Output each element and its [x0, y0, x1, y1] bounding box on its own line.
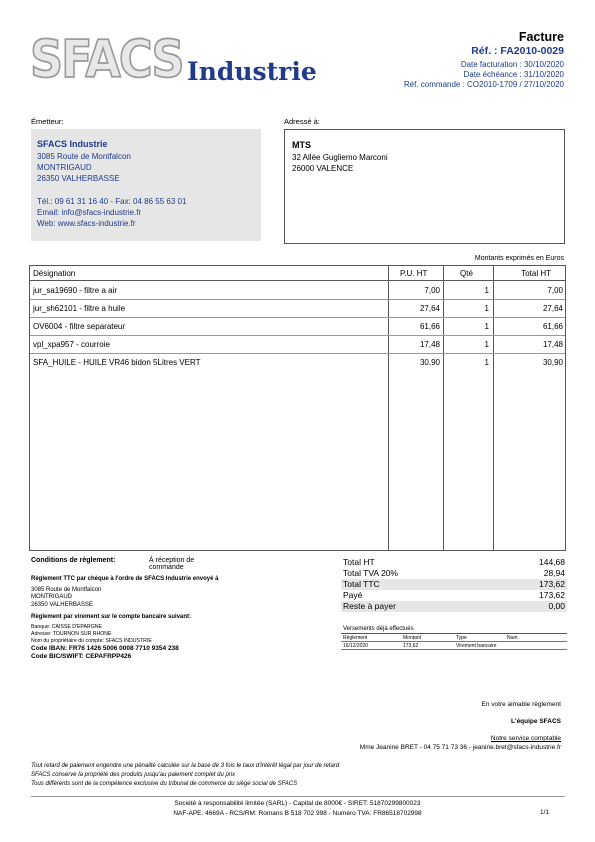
total-label: Total HT	[343, 557, 375, 567]
company-logo	[30, 28, 320, 90]
emetteur-email: Email: info@sfacs-industrie.fr	[37, 208, 142, 217]
total-value: 28,94	[543, 568, 565, 578]
date-echeance: Date échéance : 31/10/2020	[463, 70, 564, 79]
legal-line: Tout retard de paiement engendre une pénalité calculée sur la base de 3 fois le taux d'intérêt légal par jour de retard	[31, 763, 340, 769]
closing-contact: Mme Jeanine BRET - 04 75 71 73 36 - jeanine.bret@sfacs-industrie.fr	[359, 744, 561, 751]
logo-wordmark: SFACS	[30, 28, 183, 90]
vr-type: Virement bancaire	[456, 643, 497, 649]
table-row	[30, 354, 565, 372]
adresse-label: Adressé à:	[284, 117, 320, 126]
total-tva-row	[341, 568, 567, 579]
emetteur-tel: Tél.: 09 61 31 16 40 - Fax: 04 86 55 63 01	[37, 197, 187, 206]
payment-conditions	[31, 557, 218, 661]
reste-row	[341, 601, 567, 612]
cell-designation: jur_sa19690 - filtre a air	[33, 286, 118, 295]
page-number: 1/1	[539, 809, 549, 816]
closing-team: L'équipe SFACS	[511, 718, 561, 725]
bank-address: Adresse: TOURNON SUR RHONE	[31, 630, 112, 637]
footer-line1: Société à responsabilité limitée (SARL) - Capital de 8000€ - SIRET: 51870299800023	[174, 800, 421, 807]
cheque-title: Règlement TTC par chèque à l'ordre de SFACS Industrie envoyé à	[31, 576, 219, 582]
footer	[0, 799, 595, 819]
emetteur-address3: 26350 VALHERBASSE	[37, 174, 120, 183]
table-row	[30, 318, 565, 336]
cell-pu: 30,90	[419, 358, 440, 367]
client-address2: 26000 VALENCE	[292, 164, 354, 173]
footer-divider	[31, 796, 565, 797]
invoice-ref: Réf. : FA2010-0029	[471, 45, 564, 57]
virement-title: Règlement par virement sur le compte bancaire suivant:	[31, 614, 192, 620]
cell-designation: SFA_HUILE - HUILE VR46 bidon 5Litres VERT	[33, 358, 201, 367]
conditions-label: Conditions de règlement:	[31, 557, 116, 564]
cheque-address1: 3085 Route de Montfalcon	[31, 586, 102, 593]
vr-reglement: 16/12/2020	[343, 643, 369, 649]
logo-subtitle: Industrie	[187, 57, 317, 86]
vh-reglement: Règlement	[343, 635, 368, 641]
cell-pu: 27,64	[419, 304, 440, 313]
conditions-value: À réception de commande	[149, 557, 195, 571]
cheque-address3: 26350 VALHERBASSE	[31, 601, 93, 608]
total-value: 0,00	[548, 601, 565, 611]
account-owner: Nom du propriétaire du compte: SFACS INDUSTRIE	[31, 637, 152, 644]
vh-montant: Montant	[403, 635, 422, 641]
footer-line2: NAF-APE: 4669A - RCS/RM: Romans B 518 702 998 - Numéro TVA: FR86518702998	[173, 810, 422, 817]
paye-row	[341, 590, 567, 601]
client-address1: 32 Allée Gugliemo Marconi	[292, 153, 388, 162]
th-designation: Désignation	[33, 269, 76, 278]
currency-note: Montants exprimés en Euros	[474, 255, 564, 262]
ref-commande: Réf. commande : CO2010-1709 / 27/10/2020	[403, 80, 564, 89]
emetteur-label: Émetteur:	[31, 117, 64, 126]
versements-title: Versements déjà effectués	[341, 625, 567, 634]
table-row	[30, 336, 565, 354]
legal-line: Tous différents sont de la compétence exclusive du tribunal de commerce du siège social de SFACS	[31, 781, 298, 787]
closing-salutation: En votre aimable règlement	[481, 701, 561, 708]
versements-header	[341, 634, 567, 642]
total-ttc-row	[341, 579, 567, 590]
total-ht-row	[341, 557, 567, 568]
totals-block	[341, 557, 567, 612]
cell-total: 17,48	[542, 340, 563, 349]
cell-qte: 1	[484, 286, 489, 295]
vh-type: Type	[456, 635, 467, 641]
cell-pu: 17,48	[419, 340, 440, 349]
vh-num: Num	[507, 635, 518, 641]
cell-designation: jur_sh62101 - filtre a huile	[33, 304, 126, 313]
total-label: Total TVA 20%	[343, 568, 398, 578]
cell-designation: OV6004 - filtre separateur	[33, 322, 126, 331]
invoice-lines-table	[29, 265, 566, 551]
cell-qte: 1	[484, 340, 489, 349]
legal-mentions	[31, 762, 339, 789]
invoice-header	[404, 30, 564, 90]
total-label: Total TTC	[343, 579, 380, 589]
emetteur-address2: MONTRIGAUD	[37, 163, 92, 172]
table-row	[30, 282, 565, 300]
bic-swift: Code BIC/SWIFT: CEPAFRPP426	[31, 652, 132, 660]
cell-designation: vpl_xpa957 - courroie	[33, 340, 110, 349]
versement-row	[341, 642, 567, 650]
cell-qte: 1	[484, 322, 489, 331]
table-header	[30, 266, 565, 281]
cell-total: 7,00	[547, 286, 563, 295]
emetteur-name: SFACS Industrie	[37, 139, 108, 149]
total-value: 144,68	[539, 557, 565, 567]
emetteur-web: Web: www.sfacs-industrie.fr	[37, 219, 136, 228]
cell-qte: 1	[484, 304, 489, 313]
closing-service: Notre service comptable	[490, 735, 561, 742]
th-total: Total HT	[521, 269, 551, 278]
cell-total: 61,66	[542, 322, 563, 331]
cell-total: 27,64	[542, 304, 563, 313]
cell-pu: 7,00	[424, 286, 440, 295]
iban: Code IBAN: FR76 1426 5006 0008 7710 9354 238	[31, 644, 179, 652]
cell-pu: 61,66	[419, 322, 440, 331]
client-name: MTS	[292, 140, 311, 150]
table-row	[30, 300, 565, 318]
th-qte: Qté	[460, 269, 473, 278]
bank-name: Banque: CAISSE D'EPARGNE	[31, 623, 102, 630]
legal-line: SFACS conserve la propriété des produits jusqu'au paiement complet du prix	[31, 772, 236, 778]
cell-total: 30,90	[542, 358, 563, 367]
total-label: Payé	[343, 590, 363, 600]
invoice-title: Facture	[518, 30, 564, 44]
cheque-address2: MONTRIGAUD	[31, 594, 72, 600]
payments-made	[341, 625, 567, 650]
th-pu: P.U. HT	[400, 269, 428, 278]
total-value: 173,62	[539, 590, 565, 600]
cell-qte: 1	[484, 358, 489, 367]
vr-montant: 173,62	[403, 643, 419, 649]
emetteur-box	[31, 129, 261, 241]
total-value: 173,62	[539, 579, 565, 589]
total-label: Reste à payer	[343, 601, 396, 611]
emetteur-address1: 3085 Route de Montfalcon	[37, 152, 131, 161]
adresse-box	[284, 129, 565, 244]
date-facturation: Date facturation : 30/10/2020	[460, 60, 564, 69]
